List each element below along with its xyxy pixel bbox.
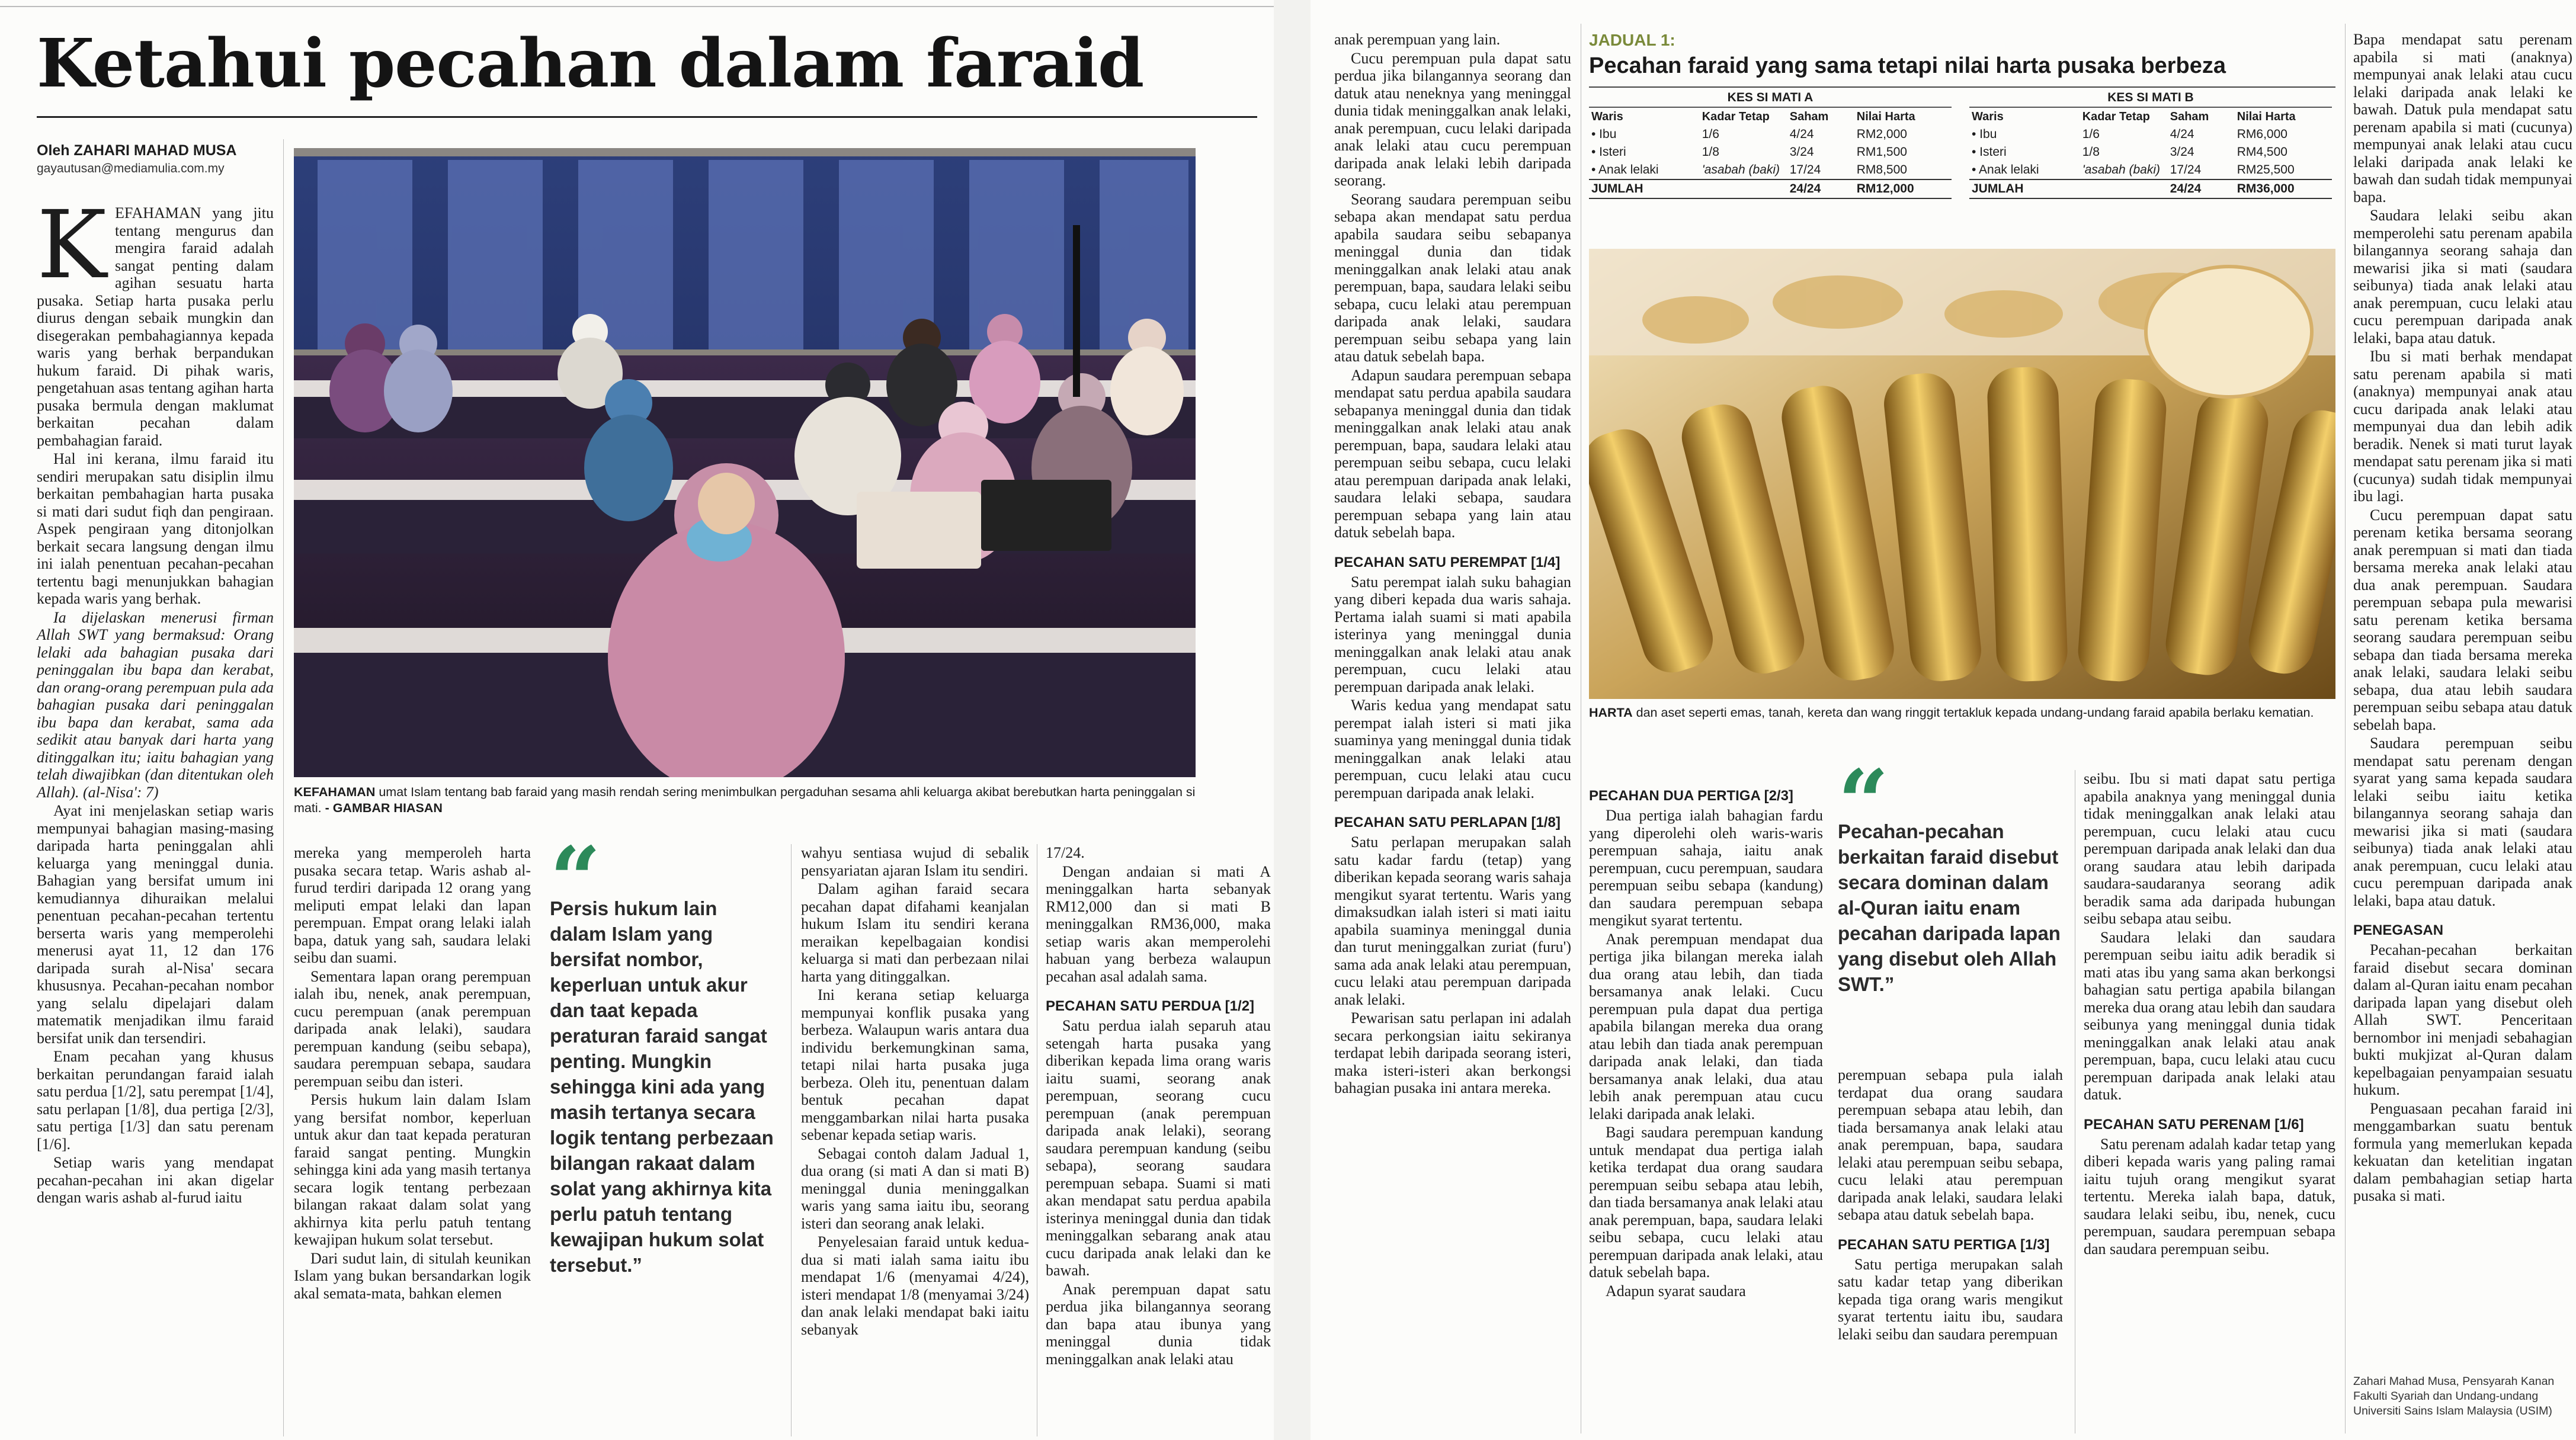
table-row xyxy=(1589,126,1952,143)
cell-kadar: 'asabah (baki) xyxy=(2082,163,2160,177)
author-name: Oleh ZAHARI MAHAD MUSA xyxy=(37,142,237,159)
paragraph: 17/24. xyxy=(1046,844,1085,861)
column-divider xyxy=(283,139,284,1436)
paragraph: Adapun saudara perempuan sebapa mendapat satu perdua apabila saudara sebapanya meninggal dunia dan tidak meninggalkan anak lelaki atau anak perempuan, bapa, saudara lelaki atau perempuan seibu sebapa, cucu lelaki atau perempuan daripada anak lelaki, saudara lelaki sebapa, saudara perempuan sebapa yang lain atau datuk sebelah bapa. xyxy=(1334,366,1571,541)
quote-mark-icon: “ xyxy=(550,828,595,932)
paragraph: Dua pertiga ialah bahagian fardu yang diperolehi oleh waris-waris perempuan sahaja, iaitu anak perempuan, cucu perempuan, saudara perempuan seibu sebapa (kandung) dan saudara perempuan sebapa mengikut syarat tertentu. xyxy=(1589,807,1823,929)
paragraph: seibu. Ibu si mati dapat satu pertiga apabila anaknya yang meninggal dunia tidak meninggalkan anak lelaki atau perempuan, cucu lelaki atau cucu perempuan daripada anak lelaki dan dua orang saudara atau lebih daripada saudara-saudaranya seorang adik beradik sama ada daripada hubungan seibu sebapa atau seibu. xyxy=(2084,770,2335,927)
table-label: JADUAL 1: xyxy=(1589,31,1675,49)
col-header: Kadar Tetap xyxy=(1702,110,1770,123)
paragraph: mereka yang memperoleh harta pusaka secara tetap. Waris ashab al-furud terdiri daripada 12 orang yang meliputi empat lelaki dan lapan perempuan. Empat orang lelaki ialah bapa, datuk yang sah, saudara lelaki seibu dan suami. xyxy=(294,844,531,966)
pull-quote-text: Pecahan-pecahan berkaitan faraid disebut secara dominan dalam al-Quran iaitu enam pecahan daripada lapan yang disebut oleh Allah SWT.” xyxy=(1838,820,2061,995)
text-column-7 xyxy=(1838,1066,2063,1344)
col-header: Nilai Harta xyxy=(2237,110,2296,123)
subheading: PECAHAN SATU PERLAPAN [1/8] xyxy=(1334,814,1561,830)
paragraph: Setiap waris yang mendapat pecahan-pecahan ini akan digelar dengan waris ashab al-furud iaitu xyxy=(37,1154,274,1206)
cell-nilai: RM4,500 xyxy=(2237,145,2287,159)
paragraph: Pecahan-pecahan berkaitan faraid disebut secara dominan dalam al-Quran iaitu enam pecahan daripada lapan yang disebut oleh Allah SWT. Penceritaan bernombor ini menjadi sebahagian bukti mukjizat al-Quran dalam kepelbagaian penyampaian sesuatu hukum. xyxy=(2353,941,2572,1098)
text-column-9 xyxy=(2353,31,2572,1206)
author-email: gayautusan@mediamulia.com.my xyxy=(37,162,225,175)
case-a-header: KES SI MATI A xyxy=(1589,89,1952,107)
photo1-caption xyxy=(294,784,1196,816)
col-header: Saham xyxy=(2170,110,2209,123)
cell-kadar: 1/6 xyxy=(1702,127,1719,141)
paragraph: Ia dijelaskan menerusi firman Allah SWT yang bermaksud: Orang lelaki ada bahagian pusaka dari peninggalan ibu bapa dan kerabat, dan orang-orang perempuan pula ada bahagian pusaka dari peninggalan ibu bapa dan kerabat, sama ada sedikit atau banyak dari harta yang ditinggalkan itu; iaitu bahagian yang telah diwajibkan (dan ditentukan oleh Allah). (al-Nisa': 7) xyxy=(37,608,274,801)
total-label: JUMLAH xyxy=(1589,179,1787,198)
paragraph: wahyu sentiasa wujud di sebalik pensyariatan ajaran Islam itu sendiri. xyxy=(801,844,1029,879)
pull-quote-1 xyxy=(550,828,775,1278)
text-column-2 xyxy=(294,844,531,1303)
column-divider xyxy=(791,844,792,1436)
text-column-6 xyxy=(1589,788,1823,1301)
cell-nilai: RM1,500 xyxy=(1856,145,1907,159)
paragraph: Enam pecahan yang khusus berkaitan perundangan faraid ialah satu perdua [1/2], satu perempat [1/4], satu perlapan [1/8], dua pertiga [2/3], satu pertiga [1/3] dan satu perenam [1/6]. xyxy=(37,1048,274,1153)
total-saham: 24/24 xyxy=(1787,179,1854,198)
table-row xyxy=(1969,161,2332,179)
col-header: Waris xyxy=(1591,110,1623,123)
paragraph: Saudara lelaki seibu akan memperolehi satu perenam apabila bilangannya seorang sahaja dan mewarisi jika si mati (saudara seibunya) tiada anak lelaki atau anak perempuan, cucu lelaki atau cucu perempuan daripada anak lelaki, bapa atau datuk. xyxy=(2353,207,2572,347)
headline-rule xyxy=(37,116,1257,118)
cell-kadar: 1/6 xyxy=(2082,127,2100,141)
cell-kadar: 1/8 xyxy=(1702,145,1719,159)
cell-waris: • Ibu xyxy=(1972,127,1997,141)
cell-saham: 3/24 xyxy=(1789,145,1814,159)
table-heading: Pecahan faraid yang sama tetapi nilai harta pusaka berbeza xyxy=(1589,53,2226,78)
lead-paragraph: EFAHAMAN yang jitu tentang mengurus dan mengira faraid adalah sangat penting dalam agihan sesuatu harta pusaka. Setiap harta pusaka perlu diurus dengan sebaik mungkin dan disegerakan pembahagiannya kepada waris yang berhak berpandukan hukum faraid. Di pihak waris, pengetahuan asas tentang agihan harta pusaka bermula dengan maklumat berkaitan pecahan dalam pembahagian faraid. xyxy=(37,204,274,449)
text-column-3 xyxy=(801,844,1029,1339)
top-rule xyxy=(0,6,1274,7)
paragraph: Anak perempuan mendapat dua pertiga jika bilangan mereka ialah dua orang atau lebih, dan tiada bersamanya anak lelaki. Cucu perempuan pula dapat dua pertiga apabila bilangan mereka dua orang atau lebih dan tiada anak perempuan daripada anak lelaki, dan tiada bersamanya anak lelaki, dua atau lebih anak perempuan atau cucu lelaki daripada anak lelaki. xyxy=(1589,930,1823,1123)
paragraph: Dalam agihan faraid secara pecahan dapat difahami keanjalan hukum Islam itu sendiri kerana meraikan kepelbagaian kondisi keluarga si mati dan perbezaan nilai harta yang ditinggalkan. xyxy=(801,880,1029,985)
paragraph: Dengan andaian si mati A meninggalkan harta sebanyak RM12,000 dan si mati B meninggalkan RM36,000, maka setiap waris akan memperolehi habuan yang berbeza walaupun pecahan asal adalah sama. xyxy=(1046,862,1271,985)
paragraph: Bagi saudara perempuan kandung untuk mendapat dua pertiga ialah ketika terdapat dua orang saudara perempuan seibu sebapa atau lebih, dan tiada bersamanya anak lelaki atau anak perempuan, bapa, saudara lelaki seibu sebapa, cucu lelaki atau perempuan daripada anak lelaki, atau datuk sebelah bapa. xyxy=(1589,1124,1823,1281)
subheading: PECAHAN SATU PERENAM [1/6] xyxy=(2084,1116,2304,1133)
table-total-row xyxy=(1969,179,2332,198)
cell-saham: 4/24 xyxy=(1789,127,1814,141)
table-total-row xyxy=(1589,179,1952,198)
gold-jewellery-photo xyxy=(1589,249,2335,699)
page-gutter xyxy=(1274,0,1311,1440)
col-header: Kadar Tetap xyxy=(2082,110,2150,123)
cell-waris: • Anak lelaki xyxy=(1591,163,1659,177)
cell-kadar: 1/8 xyxy=(2082,145,2100,159)
table-row xyxy=(1589,143,1952,161)
cell-waris: • Isteri xyxy=(1591,145,1626,159)
total-saham: 24/24 xyxy=(2168,179,2235,198)
cell-waris: • Isteri xyxy=(1972,145,2007,159)
table-title xyxy=(1589,31,2335,79)
quote-mark-icon: “ xyxy=(1838,751,1883,855)
caption-lead: KEFAHAMAN xyxy=(294,785,376,799)
paragraph: Sebagai contoh dalam Jadual 1, dua orang (si mati A dan si mati B) meninggal dunia meninggalkan waris yang sama iaitu ibu, seorang isteri dan seorang anak lelaki. xyxy=(801,1144,1029,1232)
cell-waris: • Ibu xyxy=(1591,127,1617,141)
paragraph: anak perempuan yang lain. xyxy=(1334,31,1501,48)
cell-kadar: 'asabah (baki) xyxy=(1702,163,1780,177)
text-column-1 xyxy=(37,191,274,1208)
column-divider xyxy=(2345,24,2346,1433)
table-case-b xyxy=(1969,89,2332,199)
paragraph: Satu perdua ialah separuh atau setengah harta pusaka yang diberikan kepada lima orang waris iaitu suami, seorang anak perempuan, seorang cucu perempuan (anak perempuan daripada anak lelaki), seorang saudara perempuan kandung (seibu sebapa), seorang saudara perempuan sebapa. Suami si mati akan mendapat satu perdua apabila isterinya meninggal dunia dan tidak meninggalkan sebarang anak atau cucu daripada anak lelaki dan ke bawah. xyxy=(1046,1017,1271,1279)
photo2-caption xyxy=(1589,705,2335,721)
paragraph: Pewarisan satu perlapan ini adalah secara perkongsian iaitu sekiranya terdapat lebih daripada seorang isteri, maka isteri-isteri akan berkongsi bahagian pusaka ini antara mereka. xyxy=(1334,1009,1571,1096)
cell-saham: 17/24 xyxy=(2170,163,2202,177)
total-label: JUMLAH xyxy=(1969,179,2168,198)
paragraph: Seorang saudara perempuan seibu sebapa akan mendapat satu perdua apabila saudara seibu sebapanya meninggal dunia dan tidak meninggalkan anak lelaki atau anak perempuan, bapa, saudara lelaki seibu sebapa, cucu lelaki atau perempuan daripada anak lelaki, saudara perempuan seibu sebapa yang lain atau datuk sebelah bapa. xyxy=(1334,190,1571,365)
gold-jewellery-image xyxy=(1589,249,2335,699)
paragraph: Satu perlapan merupakan salah satu kadar fardu (tetap) yang diberikan kepada seorang waris sahaja mengikut syarat tertentu. Waris yang dimaksudkan ialah isteri si mati iaitu apabila suaminya meninggal dunia dan turut meninggalkan zuriat (furu') sama ada anak lelaki atau perempuan, cucu lelaki atau perempuan daripada anak lelaki. xyxy=(1334,833,1571,1008)
cell-saham: 4/24 xyxy=(2170,127,2194,141)
col-header: Saham xyxy=(1789,110,1829,123)
subheading: PECAHAN SATU PERTIGA [1/3] xyxy=(1838,1236,2050,1253)
cell-waris: • Anak lelaki xyxy=(1972,163,2039,177)
cell-nilai: RM2,000 xyxy=(1856,127,1907,141)
paragraph: Sementara lapan orang perempuan ialah ibu, nenek, anak perempuan, cucu perempuan (anak perempuan daripada anak lelaki), saudara perempuan kandung (seibu sebapa), saudara perempuan sebapa, saudara perempuan seibu dan isteri. xyxy=(294,967,531,1090)
paragraph: Satu pertiga merupakan salah satu kadar tetap yang diberikan kepada tiga orang waris mengikut syarat tertentu iaitu ibu, saudara lelaki seibu dan saudara perempuan xyxy=(1838,1255,2063,1343)
seminar-photo-image xyxy=(294,148,1196,777)
paragraph: Saudara lelaki dan saudara perempuan seibu iaitu adik beradik si mati atas ibu yang sama akan berkongsi bahagian satu pertiga apabila bilangan mereka dua orang atau lebih dan saudara seibunya yang meninggal dunia tidak meninggalkan anak lelaki atau anak perempuan, bapa, cucu lelaki atau cucu perempuan daripada anak lelaki atau datuk. xyxy=(2084,928,2335,1103)
cell-nilai: RM6,000 xyxy=(2237,127,2287,141)
paragraph: Penyelesaian faraid untuk kedua-dua si mati ialah sama iaitu ibu mendapat 1/6 (menyamai 4/24), isteri mendapat 1/8 (menyamai 3/24) dan anak lelaki mendapat baki iaitu sebanyak xyxy=(801,1233,1029,1338)
pull-quote-2 xyxy=(1838,751,2063,997)
cell-saham: 17/24 xyxy=(1789,163,1821,177)
byline xyxy=(37,142,237,176)
photo-credit: - GAMBAR HIASAN xyxy=(325,801,443,815)
left-page xyxy=(0,0,1274,1440)
paragraph: Ini kerana setiap keluarga mempunyai konflik pusaka yang berbeza. Walaupun waris antara dua individu berkemungkinan sama, tetapi nilai harta pusaka juga berbeza. Oleh itu, penentuan dalam bentuk pecahan dapat menggambarkan nilai harta pusaka sebenar kepada setiap waris. xyxy=(801,986,1029,1143)
cell-nilai: RM8,500 xyxy=(1856,163,1907,177)
caption-text: umat Islam tentang bab faraid yang masih rendah sering menimbulkan pergaduhan sesama ahli keluarga akibat berebutkan harta peninggalan si mati. xyxy=(294,785,1196,815)
right-page xyxy=(1311,0,2576,1440)
paragraph: Dari sudut lain, di situlah keunikan Islam yang bukan bersandarkan logik akal semata-mata, bahkan elemen xyxy=(294,1249,531,1302)
cell-saham: 3/24 xyxy=(2170,145,2194,159)
text-column-4 xyxy=(1046,844,1271,1369)
headline: Ketahui pecahan dalam faraid xyxy=(37,25,1144,102)
paragraph: Satu perempat ialah suku bahagian yang diberi kepada dua waris sahaja. Pertama ialah suami si mati apabila isterinya yang meninggal dunia meninggalkan anak lelaki atau anak perempuan, cucu lelaki atau perempuan daripada anak lelaki. xyxy=(1334,573,1571,695)
seminar-photo xyxy=(294,148,1196,777)
cell-nilai: RM25,500 xyxy=(2237,163,2295,177)
paragraph: Hal ini kerana, ilmu faraid itu sendiri merupakan satu disiplin ilmu berkaitan pembahagian harta pusaka si mati dari sudut fiqh dan pengiraan. Aspek pengiraan yang ditonjolkan berkait secara langsung dengan ilmu ini ialah penentuan pecahan-pecahan tertentu bagi menunjukkan bahagian kepada waris yang berhak. xyxy=(37,450,274,607)
paragraph: Saudara perempuan seibu mendapat satu perenam dengan syarat yang sama kepada saudara lelaki seibu iaitu ketika bilangannya seorang sahaja dan mewarisi jika si mati (saudara seibunya) tiada anak lelaki atau anak perempuan, cucu lelaki atau cucu perempuan daripada anak lelaki, bapa atau datuk. xyxy=(2353,735,2572,909)
paragraph: Penguasaan pecahan faraid ini menggambarkan suatu bentuk formula yang memerlukan kepada kekuatan dan ketelitian ingatan dalam pembahagian setiap harta pusaka si mati. xyxy=(2353,1099,2572,1204)
table-case-a xyxy=(1589,89,1952,199)
text-column-8 xyxy=(2084,770,2335,1259)
pull-quote-text: Persis hukum lain dalam Islam yang bersifat nombor, keperluan untuk akur dan taat kepada peraturan faraid sangat penting. Mungkin sehingga kini ada yang masih tertanya secara logik tentang perbezaan bilangan rakaat dalam solat yang akhirnya kita perlu patuh tentang kewajipan hukum solat tersebut.” xyxy=(550,897,774,1276)
paragraph: Bapa mendapat satu perenam apabila si mati (anaknya) mempunyai anak lelaki atau cucu lelaki daripada anak lelaki ke bawah. Datuk pula mendapat satu perenam apabila si mati (cucunya) mempunyai anak lelaki atau cucu lelaki daripada anak lelaki ke bawah dan sudah tidak mempunyai bapa. xyxy=(2353,31,2572,206)
paragraph: Ibu si mati berhak mendapat satu perenam apabila si mati (anaknya) mempunyai anak atau cucu daripada anak lelaki atau mempunyai dua dan lebih adik beradik. Nenek si mati turut layak mendapat satu perenam jika si mati (cucunya) sudah tidak mempunyai ibu lagi. xyxy=(2353,348,2572,505)
paragraph: Persis hukum lain dalam Islam yang bersifat nombor, keperluan untuk akur dan taat kepada peraturan faraid sangat penting. Mungkin sehingga kini ada yang masih tertanya secara logik tentang perbezaan bilangan rakaat dalam solat yang akhirnya kita perlu patuh tentang kewajipan hukum solat tersebut. xyxy=(294,1091,531,1248)
table-row xyxy=(1589,161,1952,179)
col-header: Nilai Harta xyxy=(1856,110,1915,123)
col-header: Waris xyxy=(1972,110,2004,123)
table-rule xyxy=(1589,86,2335,88)
dropcap: K xyxy=(37,191,107,300)
subheading: PECAHAN SATU PEREMPAT [1/4] xyxy=(1334,554,1561,570)
paragraph: Cucu perempuan dapat satu perenam ketika bersama seorang anak perempuan si mati dan tiada bersama mereka anak lelaki atau dua anak perempuan. Saudara perempuan sebapa pula mewarisi satu perenam ketika bersama seorang saudara perempuan seibu sebapa dan tiada bersama mereka anak lelaki, saudara lelaki seibu sebapa, dua atau lebih saudara perempuan seibu sebapa atau datuk sebelah bapa. xyxy=(2353,506,2572,733)
table-row xyxy=(1969,143,2332,161)
subheading: PECAHAN SATU PERDUA [1/2] xyxy=(1046,998,1255,1014)
text-column-5 xyxy=(1334,31,1571,1098)
author-note: Zahari Mahad Musa, Pensyarah Kanan Fakulti Syariah dan Undang-undang Universiti Sains Islam Malaysia (USIM) xyxy=(2353,1375,2555,1417)
subheading: PENEGASAN xyxy=(2353,922,2444,938)
subheading: PECAHAN DUA PERTIGA [2/3] xyxy=(1589,788,1793,804)
paragraph: Ayat ini menjelaskan setiap waris mempunyai bahagian masing-masing daripada harta peninggalan ahli keluarga yang meninggal dunia. Bahagian yang bersifat umum ini kemudiannya dihuraikan melalui penentuan pecahan-pecahan tertentu berserta waris yang memperolehi menerusi ayat 11, 12 dan 176 daripada surah al-Nisa' secara khususnya. Pecahan-pecahan nombor yang selalu dipelajari dalam matematik menjadikan ilmu faraid bersifat unik dan tersendiri. xyxy=(37,802,274,1047)
total-nilai: RM36,000 xyxy=(2235,179,2332,198)
paragraph: Adapun syarat saudara xyxy=(1606,1282,1746,1300)
caption-text: dan aset seperti emas, tanah, kereta dan wang ringgit tertakluk kepada undang-undang faraid apabila berlaku kematian. xyxy=(1636,705,2314,720)
case-b-header: KES SI MATI B xyxy=(1969,89,2332,107)
paragraph: Cucu perempuan pula dapat satu perdua jika bilangannya seorang dan datuk atau neneknya yang meninggal dunia tidak meninggalkan anak lelaki, anak perempuan, cucu lelaki daripada anak lelaki atau cucu perempuan daripada anak lelaki lebih daripada seorang. xyxy=(1334,49,1571,189)
caption-lead: HARTA xyxy=(1589,705,1633,720)
table-row xyxy=(1969,126,2332,143)
total-nilai: RM12,000 xyxy=(1854,179,1952,198)
paragraph: Waris kedua yang mendapat satu perempat ialah isteri si mati jika suaminya yang meninggal dunia tidak meninggalkan anak lelaki atau perempuan, cucu lelaki atau cucu perempuan daripada anak lelaki. xyxy=(1334,697,1571,801)
paragraph: Anak perempuan dapat satu perdua jika bilangannya seorang dan bapa atau ibunya yang meninggal dunia tidak meninggalkan anak lelaki atau xyxy=(1046,1280,1271,1368)
paragraph: perempuan sebapa pula ialah terdapat dua orang saudara perempuan sebapa atau lebih, dan tiada bersamanya anak lelaki atau anak perempuan, bapa, saudara lelaki atau perempuan seibu sebapa, cucu lelaki atau perempuan daripada anak lelaki, saudara lelaki sebapa atau datuk sebelah bapa. xyxy=(1838,1066,2063,1223)
paragraph: Satu perenam adalah kadar tetap yang diberi kepada waris yang paling ramai iaitu tujuh orang mengikut syarat tertentu. Mereka ialah bapa, datuk, saudara lelaki seibu, ibu, nenek, cucu perempuan, saudara perempuan sebapa dan saudara perempuan seibu. xyxy=(2084,1135,2335,1258)
